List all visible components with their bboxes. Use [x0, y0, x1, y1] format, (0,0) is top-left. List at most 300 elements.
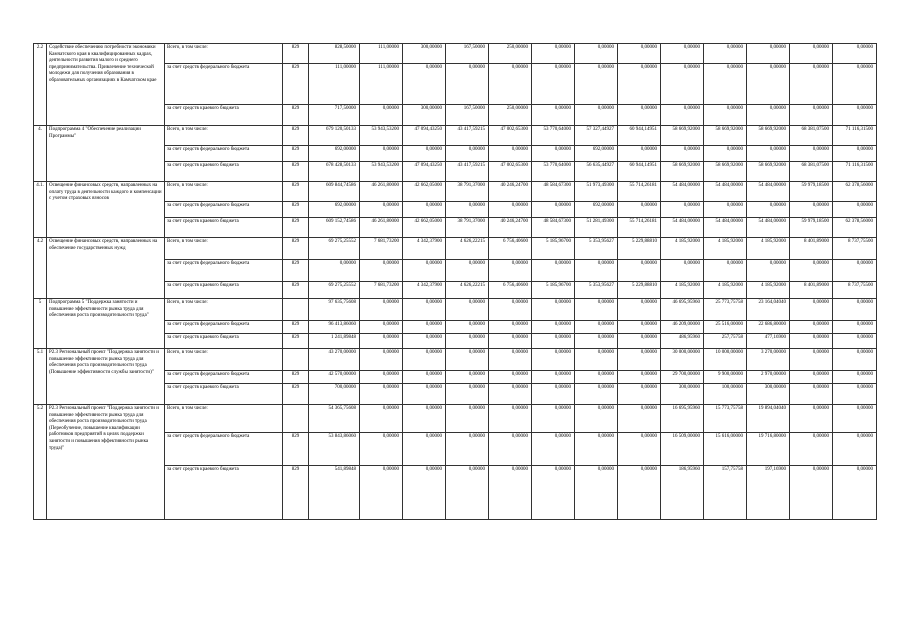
amount-cell: 0,00000	[618, 105, 661, 126]
amount-cell: 0,00000	[704, 105, 747, 126]
amount-cell: 186,95960	[661, 466, 704, 520]
grbs-code: 829	[283, 218, 309, 238]
amount-cell: 8 401,89000	[790, 238, 833, 260]
amount-cell: 111,00000	[309, 64, 360, 105]
grbs-code	[283, 299, 309, 321]
amount-cell: 4 185,92000	[661, 238, 704, 260]
amount-cell: 300,00000	[403, 44, 446, 64]
amount-cell: 96 413,86060	[309, 321, 360, 334]
amount-cell: 15 616,00000	[704, 433, 747, 466]
amount-cell: 717,50000	[309, 105, 360, 126]
amount-cell: 5 229,88810	[618, 282, 661, 299]
amount-cell: 0,00000	[403, 260, 446, 282]
amount-cell: 68 381,07500	[790, 162, 833, 182]
row-name: Подпрограмма 5 "Поддержка занятости и повышение эффективности рынка труда для обеспечения роста производительности труда"	[47, 299, 165, 349]
funding-source: за счет средств краевого бюджета	[165, 162, 283, 182]
amount-cell: 0,00000	[446, 334, 489, 349]
amount-cell: 0,00000	[575, 384, 618, 405]
amount-cell: 197,16900	[747, 466, 790, 520]
amount-cell: 0,00000	[790, 260, 833, 282]
amount-cell: 48 584,67300	[532, 218, 575, 238]
amount-cell: 257,75758	[704, 334, 747, 349]
row-code: 4.	[34, 126, 47, 182]
amount-cell: 40 246,24700	[489, 182, 532, 202]
amount-cell: 54 484,00000	[704, 218, 747, 238]
amount-cell: 38 791,37000	[446, 218, 489, 238]
amount-cell: 25 773,75758	[704, 299, 747, 321]
amount-cell: 0,00000	[489, 334, 532, 349]
amount-cell: 250,00000	[489, 105, 532, 126]
amount-cell: 0,00000	[747, 64, 790, 105]
amount-cell: 700,00000	[309, 384, 360, 405]
amount-cell: 828,50000	[309, 44, 360, 64]
amount-cell: 0,00000	[575, 105, 618, 126]
amount-cell: 60 944,14951	[618, 126, 661, 146]
row-code: 5.1	[34, 349, 47, 405]
amount-cell: 71 116,31500	[833, 126, 877, 146]
amount-cell: 6 756,40600	[489, 238, 532, 260]
amount-cell: 0,00000	[575, 321, 618, 334]
funding-source: Всего, в том числе:	[165, 299, 283, 321]
amount-cell: 0,00000	[403, 334, 446, 349]
amount-cell: 0,00000	[403, 146, 446, 162]
funding-source: Всего, в том числе:	[165, 405, 283, 433]
amount-cell: 692,00000	[309, 202, 360, 218]
grbs-code: 829	[283, 466, 309, 520]
amount-cell: 47 094,43250	[403, 162, 446, 182]
amount-cell: 0,00000	[747, 260, 790, 282]
amount-cell: 0,00000	[360, 405, 403, 433]
amount-cell: 0,00000	[704, 44, 747, 64]
amount-cell: 0,00000	[403, 202, 446, 218]
amount-cell: 0,00000	[360, 371, 403, 384]
amount-cell: 0,00000	[403, 64, 446, 105]
amount-cell: 0,00000	[833, 105, 877, 126]
grbs-code: 829	[283, 105, 309, 126]
amount-cell: 0,00000	[532, 44, 575, 64]
amount-cell: 0,00000	[309, 260, 360, 282]
amount-cell: 53 943,53200	[360, 126, 403, 146]
amount-cell: 0,00000	[704, 64, 747, 105]
amount-cell: 4 185,92000	[747, 282, 790, 299]
row-code: 5	[34, 299, 47, 349]
amount-cell: 0,00000	[618, 466, 661, 520]
amount-cell: 0,00000	[618, 146, 661, 162]
amount-cell: 609 844,74586	[309, 182, 360, 202]
row-name: Подпрограмма 4 "Обеспечение реализации Программы"	[47, 126, 165, 182]
amount-cell: 0,00000	[575, 64, 618, 105]
amount-cell: 43 270,00000	[309, 349, 360, 371]
amount-cell: 0,00000	[661, 64, 704, 105]
funding-source: за счет средств федерального бюджета	[165, 202, 283, 218]
amount-cell: 59 979,18500	[790, 182, 833, 202]
amount-cell: 609 152,74586	[309, 218, 360, 238]
amount-cell: 43 417,59215	[446, 162, 489, 182]
amount-cell: 30 000,00000	[661, 349, 704, 371]
amount-cell: 0,00000	[446, 64, 489, 105]
amount-cell: 0,00000	[790, 466, 833, 520]
amount-cell: 300,00000	[747, 384, 790, 405]
row-name: Содействие обеспечению потребности экономики Камчатского края в квалифицированных кадрах, деятельности развития малого и среднего предпринимательства. Привлечение технической молодежи для получения образования в образовательных организациях в Камчатском крае	[47, 44, 165, 126]
amount-cell: 0,00000	[747, 105, 790, 126]
row-name: Освещение финансовых средств, направленных на оплату труда в деятельности каждого и компенсации с учетом страховых взносов	[47, 182, 165, 238]
amount-cell: 0,00000	[833, 334, 877, 349]
grbs-code: 829	[283, 282, 309, 299]
amount-cell: 0,00000	[360, 384, 403, 405]
amount-cell: 58 669,92000	[747, 162, 790, 182]
amount-cell: 0,00000	[790, 321, 833, 334]
amount-cell: 0,00000	[661, 260, 704, 282]
grbs-code: 829	[283, 384, 309, 405]
amount-cell: 0,00000	[446, 349, 489, 371]
amount-cell: 0,00000	[532, 466, 575, 520]
funding-source: за счет средств краевого бюджета	[165, 282, 283, 299]
amount-cell: 0,00000	[489, 433, 532, 466]
row-name: Р2.3 Региональный проект "Поддержка занятости и повышение эффективности рынка труда для обеспечения роста производительности труда (Повышение эффективности службы занятости)"	[47, 349, 165, 405]
amount-cell: 0,00000	[833, 405, 877, 433]
amount-cell: 58 669,92000	[661, 162, 704, 182]
grbs-code: 829	[283, 126, 309, 146]
amount-cell: 3 270,00000	[747, 349, 790, 371]
amount-cell: 0,00000	[360, 105, 403, 126]
amount-cell: 69 275,25552	[309, 282, 360, 299]
grbs-code: 829	[283, 202, 309, 218]
funding-source: Всего, в том числе:	[165, 126, 283, 146]
amount-cell: 692,00000	[575, 146, 618, 162]
amount-cell: 0,00000	[360, 146, 403, 162]
amount-cell: 0,00000	[575, 299, 618, 321]
amount-cell: 53 943,53200	[360, 162, 403, 182]
amount-cell: 111,00000	[360, 64, 403, 105]
amount-cell: 60 944,14951	[618, 162, 661, 182]
amount-cell: 0,00000	[575, 349, 618, 371]
amount-cell: 40 246,24700	[489, 218, 532, 238]
amount-cell: 54 365,75608	[309, 405, 360, 433]
table-row	[34, 44, 877, 64]
amount-cell: 0,00000	[360, 260, 403, 282]
amount-cell: 0,00000	[360, 321, 403, 334]
amount-cell: 0,00000	[618, 349, 661, 371]
amount-cell: 4 185,92000	[704, 238, 747, 260]
amount-cell: 23 164,04040	[747, 299, 790, 321]
amount-cell: 0,00000	[575, 260, 618, 282]
amount-cell: 0,00000	[790, 44, 833, 64]
amount-cell: 38 791,37000	[446, 182, 489, 202]
funding-source: за счет средств краевого бюджета	[165, 105, 283, 126]
amount-cell: 0,00000	[833, 44, 877, 64]
amount-cell: 0,00000	[790, 105, 833, 126]
amount-cell: 4 342,37900	[403, 238, 446, 260]
amount-cell: 0,00000	[489, 466, 532, 520]
amount-cell: 692,00000	[575, 202, 618, 218]
amount-cell: 56 635,44927	[575, 162, 618, 182]
amount-cell: 0,00000	[446, 146, 489, 162]
amount-cell: 486,95960	[661, 334, 704, 349]
amount-cell: 47 002,65300	[489, 126, 532, 146]
amount-cell: 58 669,92000	[661, 126, 704, 146]
amount-cell: 0,00000	[833, 321, 877, 334]
amount-cell: 16 695,95960	[661, 405, 704, 433]
amount-cell: 47 002,65300	[489, 162, 532, 182]
amount-cell: 0,00000	[661, 146, 704, 162]
amount-cell: 167,50000	[446, 105, 489, 126]
amount-cell: 0,00000	[618, 371, 661, 384]
amount-cell: 7 681,73200	[360, 238, 403, 260]
amount-cell: 69 275,25552	[309, 238, 360, 260]
amount-cell: 0,00000	[747, 202, 790, 218]
amount-cell: 0,00000	[575, 334, 618, 349]
amount-cell: 0,00000	[489, 299, 532, 321]
row-name: Освещение финансовых средств, направленных на обеспечение государственных нужд	[47, 238, 165, 299]
amount-cell: 19 716,80000	[747, 433, 790, 466]
amount-cell: 0,00000	[790, 334, 833, 349]
amount-cell: 0,00000	[661, 44, 704, 64]
funding-source: Всего, в том числе:	[165, 349, 283, 371]
funding-source: за счет средств краевого бюджета	[165, 218, 283, 238]
amount-cell: 541,89848	[309, 466, 360, 520]
amount-cell: 51 973,49300	[575, 182, 618, 202]
amount-cell: 8 737,75500	[833, 282, 877, 299]
amount-cell: 0,00000	[403, 433, 446, 466]
amount-cell: 678 428,50133	[309, 162, 360, 182]
amount-cell: 0,00000	[575, 44, 618, 64]
amount-cell: 0,00000	[833, 371, 877, 384]
amount-cell: 58 669,92000	[747, 126, 790, 146]
amount-cell: 62 378,56000	[833, 182, 877, 202]
amount-cell: 22 686,80000	[747, 321, 790, 334]
amount-cell: 48 584,67300	[532, 182, 575, 202]
amount-cell: 0,00000	[833, 349, 877, 371]
amount-cell: 0,00000	[403, 384, 446, 405]
grbs-code: 829	[283, 182, 309, 202]
amount-cell: 58 669,92000	[704, 162, 747, 182]
amount-cell: 0,00000	[833, 64, 877, 105]
amount-cell: 4 185,92000	[704, 282, 747, 299]
amount-cell: 4 185,92000	[747, 238, 790, 260]
amount-cell: 51 281,49300	[575, 218, 618, 238]
amount-cell: 0,00000	[446, 384, 489, 405]
funding-source: за счет средств краевого бюджета	[165, 466, 283, 520]
amount-cell: 0,00000	[618, 64, 661, 105]
amount-cell: 57 327,44927	[575, 126, 618, 146]
amount-cell: 5 353,95627	[575, 238, 618, 260]
amount-cell: 0,00000	[489, 260, 532, 282]
amount-cell: 0,00000	[833, 202, 877, 218]
amount-cell: 46 261,80000	[360, 218, 403, 238]
amount-cell: 58 669,92000	[704, 126, 747, 146]
amount-cell: 42 662,05000	[403, 182, 446, 202]
funding-source: за счет средств федерального бюджета	[165, 371, 283, 384]
amount-cell: 300,00000	[661, 384, 704, 405]
amount-cell: 6 756,40600	[489, 282, 532, 299]
grbs-code: 829	[283, 321, 309, 334]
amount-cell: 0,00000	[532, 405, 575, 433]
amount-cell: 0,00000	[532, 202, 575, 218]
amount-cell: 0,00000	[833, 466, 877, 520]
amount-cell: 0,00000	[532, 384, 575, 405]
grbs-code: 829	[283, 64, 309, 105]
amount-cell: 0,00000	[446, 371, 489, 384]
amount-cell: 0,00000	[833, 146, 877, 162]
row-name: Р2.3 Региональный проект "Поддержка занятости и повышение эффективности рынка труда для обеспечения роста производительности труда (Переобучение, повышение квалификации работников предприятий в целях поддержки занятости и повышения эффективности рынка труда)"	[47, 405, 165, 520]
amount-cell: 0,00000	[618, 433, 661, 466]
amount-cell: 111,00000	[360, 44, 403, 64]
amount-cell: 0,00000	[446, 260, 489, 282]
amount-cell: 97 635,75608	[309, 299, 360, 321]
table-row	[34, 349, 877, 371]
amount-cell: 0,00000	[403, 321, 446, 334]
amount-cell: 4 626,22215	[446, 238, 489, 260]
amount-cell: 0,00000	[833, 260, 877, 282]
amount-cell: 59 979,18500	[790, 218, 833, 238]
amount-cell: 19 894,04040	[747, 405, 790, 433]
amount-cell: 0,00000	[618, 202, 661, 218]
grbs-code: 829	[283, 146, 309, 162]
budget-table	[33, 43, 877, 520]
grbs-code: 829	[283, 260, 309, 282]
amount-cell: 54 484,00000	[747, 218, 790, 238]
amount-cell: 0,00000	[704, 146, 747, 162]
amount-cell: 55 714,26181	[618, 182, 661, 202]
amount-cell: 4 342,37900	[403, 282, 446, 299]
amount-cell: 2 970,00000	[747, 371, 790, 384]
amount-cell: 0,00000	[360, 433, 403, 466]
amount-cell: 250,00000	[489, 44, 532, 64]
amount-cell: 477,16900	[747, 334, 790, 349]
amount-cell: 167,50000	[446, 44, 489, 64]
amount-cell: 0,00000	[532, 321, 575, 334]
amount-cell: 9 900,00000	[704, 371, 747, 384]
row-code: 5.2	[34, 405, 47, 520]
amount-cell: 42 570,00000	[309, 371, 360, 384]
amount-cell: 46 209,00000	[661, 321, 704, 334]
amount-cell: 8 401,89000	[790, 282, 833, 299]
amount-cell: 0,00000	[575, 466, 618, 520]
amount-cell: 4 626,22215	[446, 282, 489, 299]
amount-cell: 0,00000	[790, 64, 833, 105]
funding-source: Всего, в том числе:	[165, 182, 283, 202]
amount-cell: 0,00000	[403, 349, 446, 371]
amount-cell: 0,00000	[618, 260, 661, 282]
amount-cell: 68 381,07500	[790, 126, 833, 146]
amount-cell: 692,00000	[309, 146, 360, 162]
amount-cell: 0,00000	[403, 299, 446, 321]
amount-cell: 43 417,59215	[446, 126, 489, 146]
funding-source: за счет средств федерального бюджета	[165, 433, 283, 466]
amount-cell: 0,00000	[661, 202, 704, 218]
amount-cell: 0,00000	[360, 202, 403, 218]
amount-cell: 55 714,26181	[618, 218, 661, 238]
amount-cell: 0,00000	[489, 202, 532, 218]
amount-cell: 0,00000	[790, 433, 833, 466]
amount-cell: 0,00000	[446, 433, 489, 466]
amount-cell: 0,00000	[446, 405, 489, 433]
amount-cell: 0,00000	[575, 405, 618, 433]
amount-cell: 5 229,88810	[618, 238, 661, 260]
row-code: 2.2	[34, 44, 47, 126]
grbs-code	[283, 349, 309, 371]
amount-cell: 0,00000	[532, 299, 575, 321]
amount-cell: 0,00000	[790, 299, 833, 321]
amount-cell: 0,00000	[360, 466, 403, 520]
amount-cell: 0,00000	[532, 146, 575, 162]
funding-source: за счет средств краевого бюджета	[165, 334, 283, 349]
table-row	[34, 405, 877, 433]
amount-cell: 0,00000	[833, 433, 877, 466]
amount-cell: 0,00000	[532, 105, 575, 126]
amount-cell: 0,00000	[833, 299, 877, 321]
amount-cell: 29 700,00000	[661, 371, 704, 384]
amount-cell: 53 770,64000	[532, 126, 575, 146]
funding-source: за счет средств федерального бюджета	[165, 260, 283, 282]
amount-cell: 46 695,95960	[661, 299, 704, 321]
amount-cell: 53 770,64000	[532, 162, 575, 182]
funding-source: за счет средств федерального бюджета	[165, 321, 283, 334]
amount-cell: 0,00000	[360, 299, 403, 321]
amount-cell: 0,00000	[532, 371, 575, 384]
amount-cell: 25 516,00000	[704, 321, 747, 334]
amount-cell: 0,00000	[489, 349, 532, 371]
funding-source: за счет средств федерального бюджета	[165, 146, 283, 162]
grbs-code: 829	[283, 371, 309, 384]
amount-cell: 0,00000	[532, 349, 575, 371]
amount-cell: 0,00000	[790, 384, 833, 405]
table-row	[34, 238, 877, 260]
amount-cell: 54 484,00000	[704, 182, 747, 202]
amount-cell: 157,75758	[704, 466, 747, 520]
amount-cell: 5 185,96700	[532, 238, 575, 260]
amount-cell: 0,00000	[489, 371, 532, 384]
amount-cell: 0,00000	[790, 202, 833, 218]
amount-cell: 0,00000	[790, 405, 833, 433]
funding-source: Всего, в том числе:	[165, 44, 283, 64]
grbs-code: 829	[283, 44, 309, 64]
amount-cell: 0,00000	[618, 321, 661, 334]
row-code: 4.1.	[34, 182, 47, 238]
amount-cell: 16 509,00000	[661, 433, 704, 466]
amount-cell: 0,00000	[704, 260, 747, 282]
grbs-code: 829	[283, 162, 309, 182]
amount-cell: 0,00000	[532, 334, 575, 349]
amount-cell: 46 261,80000	[360, 182, 403, 202]
amount-cell: 0,00000	[489, 146, 532, 162]
amount-cell: 0,00000	[403, 405, 446, 433]
amount-cell: 0,00000	[618, 405, 661, 433]
amount-cell: 0,00000	[532, 64, 575, 105]
amount-cell: 4 185,92000	[661, 282, 704, 299]
amount-cell: 0,00000	[704, 202, 747, 218]
amount-cell: 1 241,89848	[309, 334, 360, 349]
amount-cell: 0,00000	[575, 433, 618, 466]
table-row	[34, 182, 877, 202]
grbs-code: 829	[283, 238, 309, 260]
amount-cell: 0,00000	[532, 260, 575, 282]
amount-cell: 0,00000	[618, 384, 661, 405]
amount-cell: 0,00000	[360, 349, 403, 371]
amount-cell: 10 000,00000	[704, 349, 747, 371]
amount-cell: 71 116,31500	[833, 162, 877, 182]
amount-cell: 0,00000	[618, 334, 661, 349]
funding-source: за счет средств федерального бюджета	[165, 64, 283, 105]
amount-cell: 300,00000	[403, 105, 446, 126]
amount-cell: 53 843,86060	[309, 433, 360, 466]
amount-cell: 0,00000	[360, 334, 403, 349]
amount-cell: 0,00000	[747, 146, 790, 162]
amount-cell: 0,00000	[747, 44, 790, 64]
amount-cell: 0,00000	[446, 202, 489, 218]
amount-cell: 0,00000	[489, 321, 532, 334]
amount-cell: 54 484,00000	[661, 218, 704, 238]
